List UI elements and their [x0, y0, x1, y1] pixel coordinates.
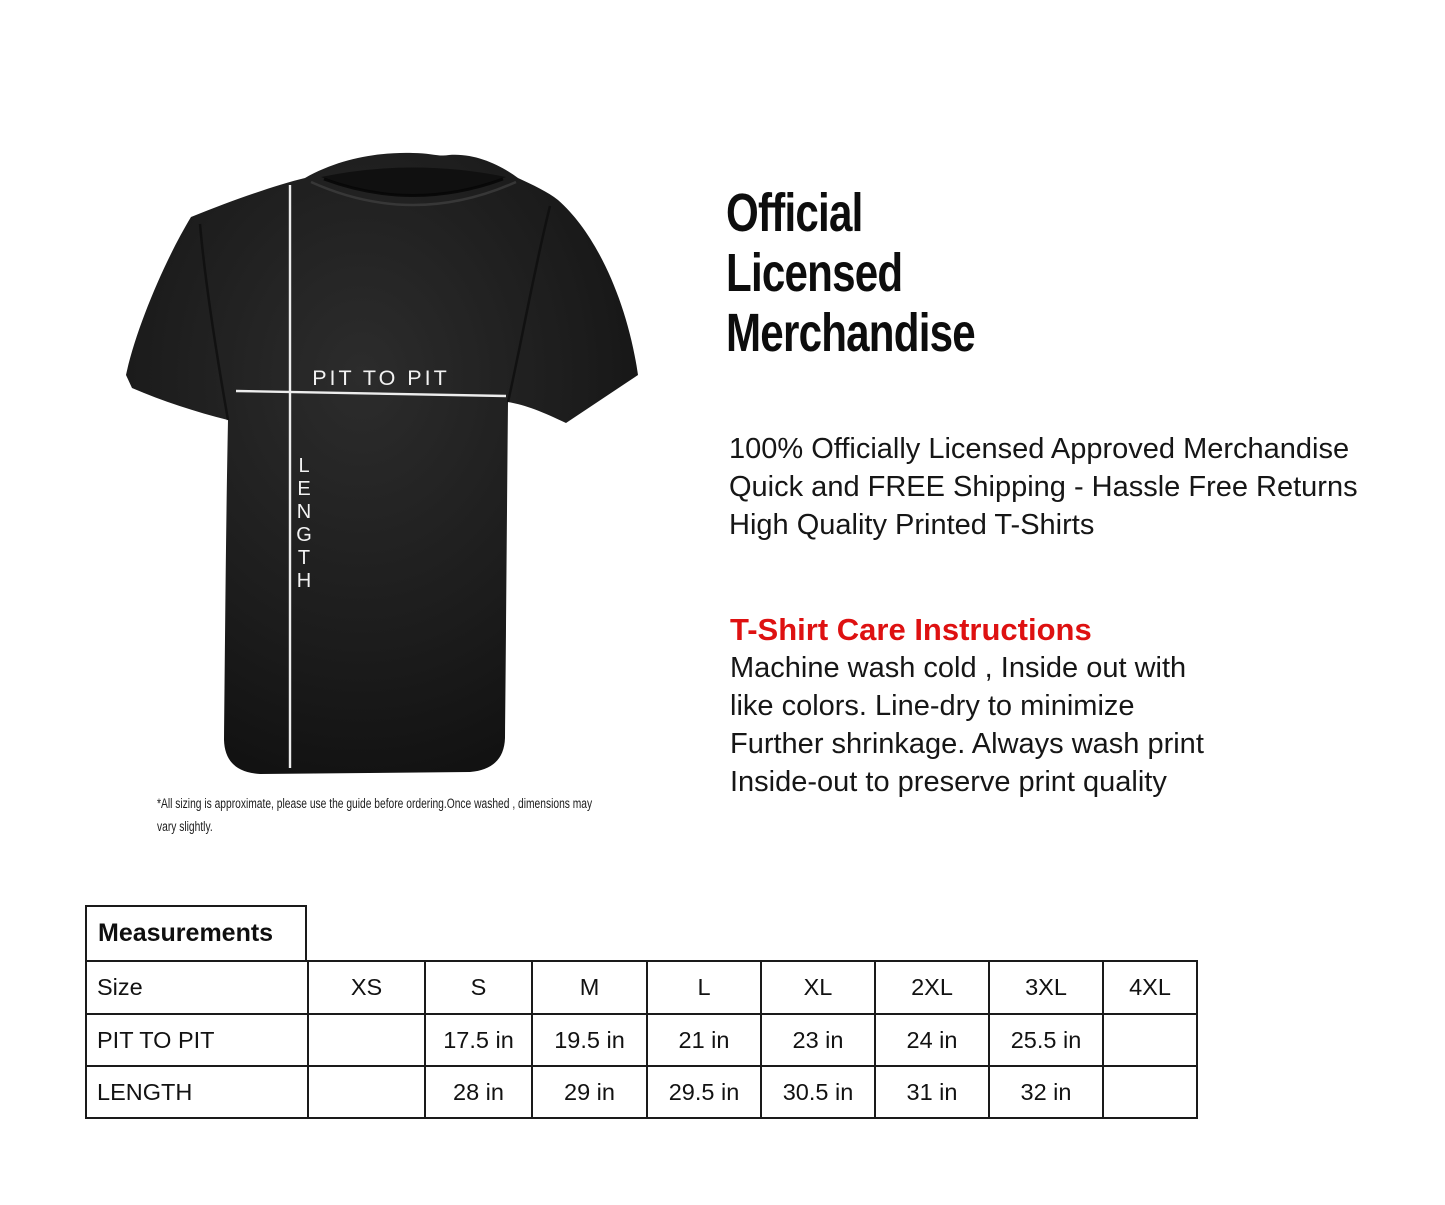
- care-instructions-text: [730, 649, 1204, 801]
- measurement-cell: 24 in: [875, 1014, 989, 1066]
- size-col-header: S: [425, 961, 532, 1014]
- size-header-label: Size: [86, 961, 308, 1014]
- measurement-cell: 21 in: [647, 1014, 761, 1066]
- intro-line: Quick and FREE Shipping - Hassle Free Returns: [729, 471, 1358, 503]
- title-line: Licensed: [726, 243, 903, 303]
- care-line: Further shrinkage. Always wash print: [730, 728, 1204, 760]
- size-col-header: 2XL: [875, 961, 989, 1014]
- tshirt-image: [118, 140, 658, 790]
- measurement-cell: 32 in: [989, 1066, 1103, 1118]
- size-col-header: 3XL: [989, 961, 1103, 1014]
- measurement-cell: 29 in: [532, 1066, 647, 1118]
- size-col-header: 4XL: [1103, 961, 1197, 1014]
- length-letter: G: [296, 524, 312, 546]
- size-col-header: XS: [308, 961, 425, 1014]
- measurement-cell: 25.5 in: [989, 1014, 1103, 1066]
- tshirt-figure: [118, 140, 658, 790]
- title-line: Official: [726, 183, 863, 243]
- size-col-header: L: [647, 961, 761, 1014]
- row-label: PIT TO PIT: [86, 1014, 308, 1066]
- size-header-row: [86, 961, 1197, 1014]
- measurement-cell: [1103, 1066, 1197, 1118]
- length-row: [86, 1066, 1197, 1118]
- sizing-disclaimer: [157, 792, 627, 838]
- length-letter: H: [296, 570, 312, 592]
- care-line: Inside-out to preserve print quality: [730, 766, 1167, 798]
- intro-text: [729, 430, 1358, 544]
- measurement-cell: 30.5 in: [761, 1066, 875, 1118]
- row-label: LENGTH: [86, 1066, 308, 1118]
- measurement-cell: 23 in: [761, 1014, 875, 1066]
- page-title: [726, 183, 1045, 363]
- length-label: [296, 455, 312, 592]
- size-chart-table: [85, 960, 1198, 1119]
- measurement-cell: 28 in: [425, 1066, 532, 1118]
- care-instructions-heading: T-Shirt Care Instructions: [730, 612, 1092, 647]
- measurement-cell: 19.5 in: [532, 1014, 647, 1066]
- length-letter: N: [296, 501, 312, 523]
- measurement-cell: 17.5 in: [425, 1014, 532, 1066]
- pit-to-pit-row: [86, 1014, 1197, 1066]
- measurement-cell: 31 in: [875, 1066, 989, 1118]
- size-col-header: M: [532, 961, 647, 1014]
- disclaimer-line: *All sizing is approximate, please use the guide before ordering.Once washed , dimensions may: [157, 796, 593, 811]
- length-letter: T: [297, 547, 311, 569]
- pit-to-pit-label: PIT TO PIT: [312, 366, 450, 390]
- measurements-label-box: [85, 905, 307, 962]
- care-line: Machine wash cold , Inside out with: [730, 652, 1187, 684]
- disclaimer-line: vary slightly.: [157, 819, 213, 834]
- measurement-cell: [308, 1014, 425, 1066]
- measurement-cell: [1103, 1014, 1197, 1066]
- title-line: Merchandise: [726, 303, 975, 363]
- length-letter: L: [298, 455, 310, 477]
- measurements-label: Measurements: [98, 919, 274, 947]
- measurement-cell: 29.5 in: [647, 1066, 761, 1118]
- care-line: like colors. Line-dry to minimize: [730, 690, 1135, 722]
- intro-line: 100% Officially Licensed Approved Merchandise: [729, 433, 1350, 465]
- measurement-cell: [308, 1066, 425, 1118]
- size-col-header: XL: [761, 961, 875, 1014]
- intro-line: High Quality Printed T-Shirts: [729, 509, 1095, 541]
- length-letter: E: [297, 478, 311, 500]
